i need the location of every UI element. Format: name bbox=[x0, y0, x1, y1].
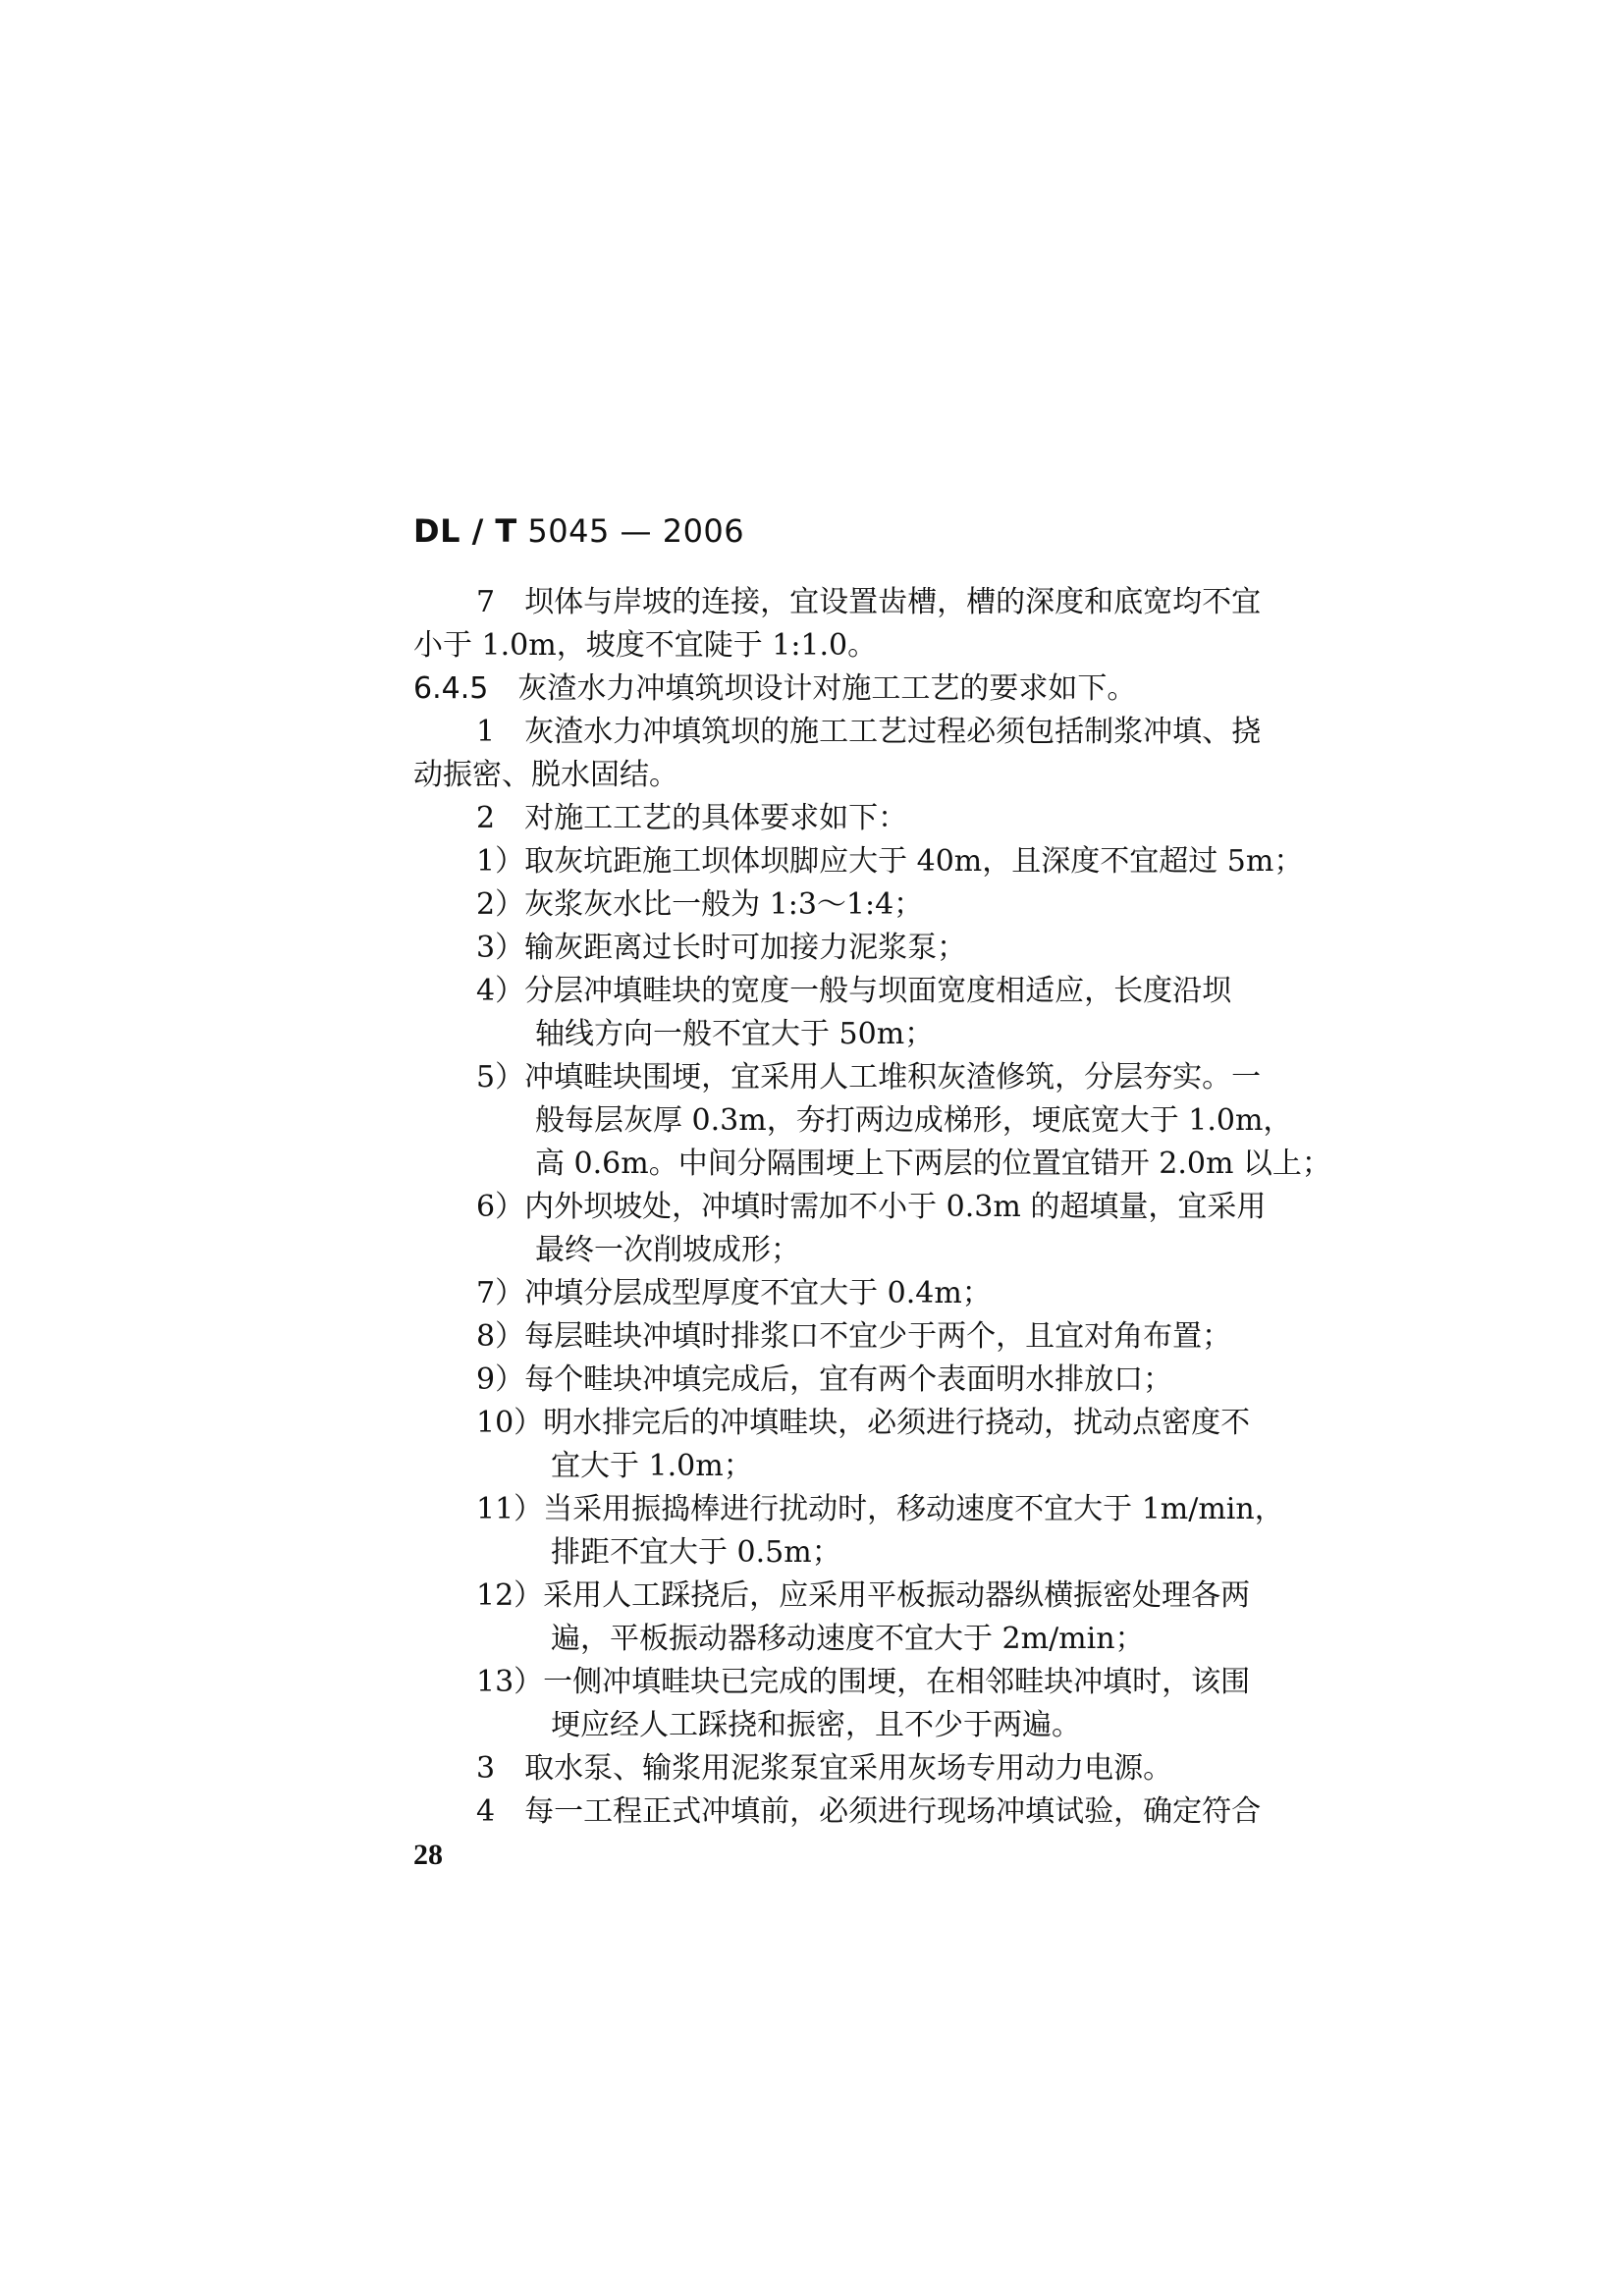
list-item-continuation: 轴线方向一般不宜大于 50m； bbox=[535, 1017, 935, 1051]
text-line: 3 取水泵、输浆用泥浆泵宜采用灰场专用动力电源。 bbox=[476, 1751, 1173, 1786]
text-line: 小于 1.0m，坡度不宜陡于 1:1.0。 bbox=[413, 628, 878, 663]
list-item: 5）冲填畦块围埂，宜采用人工堆积灰渣修筑，分层夯实。一 bbox=[476, 1060, 1262, 1095]
text-line: 4 每一工程正式冲填前，必须进行现场冲填试验，确定符合 bbox=[476, 1794, 1262, 1829]
list-item-continuation: 排距不宜大于 0.5m； bbox=[551, 1535, 841, 1570]
list-item: 7）冲填分层成型厚度不宜大于 0.4m； bbox=[476, 1276, 992, 1310]
text-line: 2 对施工工艺的具体要求如下： bbox=[476, 801, 908, 835]
standard-code: 5045 — 2006 bbox=[527, 512, 745, 550]
list-item-continuation: 遍，平板振动器移动速度不宜大于 2m/min； bbox=[551, 1622, 1145, 1656]
list-item-continuation: 埂应经人工踩挠和振密，且不少于两遍。 bbox=[551, 1708, 1081, 1742]
list-item-continuation: 最终一次削坡成形； bbox=[535, 1233, 800, 1267]
standard-prefix: DL / T bbox=[413, 512, 517, 550]
list-item: 13）一侧冲填畦块已完成的围埂，在相邻畦块冲填时，该围 bbox=[476, 1665, 1251, 1699]
list-item: 4）分层冲填畦块的宽度一般与坝面宽度相适应，长度沿坝 bbox=[476, 974, 1232, 1008]
list-item-continuation: 宜大于 1.0m； bbox=[551, 1449, 753, 1483]
list-item: 8）每层畦块冲填时排浆口不宜少于两个，且宜对角布置； bbox=[476, 1319, 1232, 1354]
body-text bbox=[413, 581, 1331, 1834]
text-line: 7 坝体与岸坡的连接，宜设置齿槽，槽的深度和底宽均不宜 bbox=[476, 585, 1262, 619]
list-item: 1）取灰坑距施工坝体坝脚应大于 40m，且深度不宜超过 5m； bbox=[476, 844, 1304, 879]
section-heading: 6.4.5 灰渣水力冲填筑坝设计对施工工艺的要求如下。 bbox=[413, 671, 1137, 706]
text-line: 动振密、脱水固结。 bbox=[413, 758, 678, 792]
list-item: 2）灰浆灰水比一般为 1:3～1:4； bbox=[476, 887, 924, 922]
page-number: 28 bbox=[413, 1839, 443, 1871]
list-item: 3）输灰距离过长时可加接力泥浆泵； bbox=[476, 931, 967, 965]
list-item-continuation: 高 0.6m。中间分隔围埂上下两层的位置宜错开 2.0m 以上； bbox=[535, 1147, 1331, 1181]
list-item: 10）明水排完后的冲填畦块，必须进行挠动，扰动点密度不 bbox=[476, 1406, 1251, 1440]
list-item: 11）当采用振捣棒进行扰动时，移动速度不宜大于 1m/min， bbox=[476, 1492, 1284, 1526]
list-item-continuation: 般每层灰厚 0.3m，夯打两边成梯形，埂底宽大于 1.0m， bbox=[535, 1103, 1293, 1138]
list-item: 6）内外坝坡处，冲填时需加不小于 0.3m 的超填量，宜采用 bbox=[476, 1190, 1267, 1224]
list-item: 9）每个畦块冲填完成后，宜有两个表面明水排放口； bbox=[476, 1362, 1173, 1397]
standard-header bbox=[413, 512, 744, 550]
list-item: 12）采用人工踩挠后，应采用平板振动器纵横振密处理各两 bbox=[476, 1578, 1251, 1613]
text-line: 1 灰渣水力冲填筑坝的施工工艺过程必须包括制浆冲填、挠 bbox=[476, 715, 1262, 749]
